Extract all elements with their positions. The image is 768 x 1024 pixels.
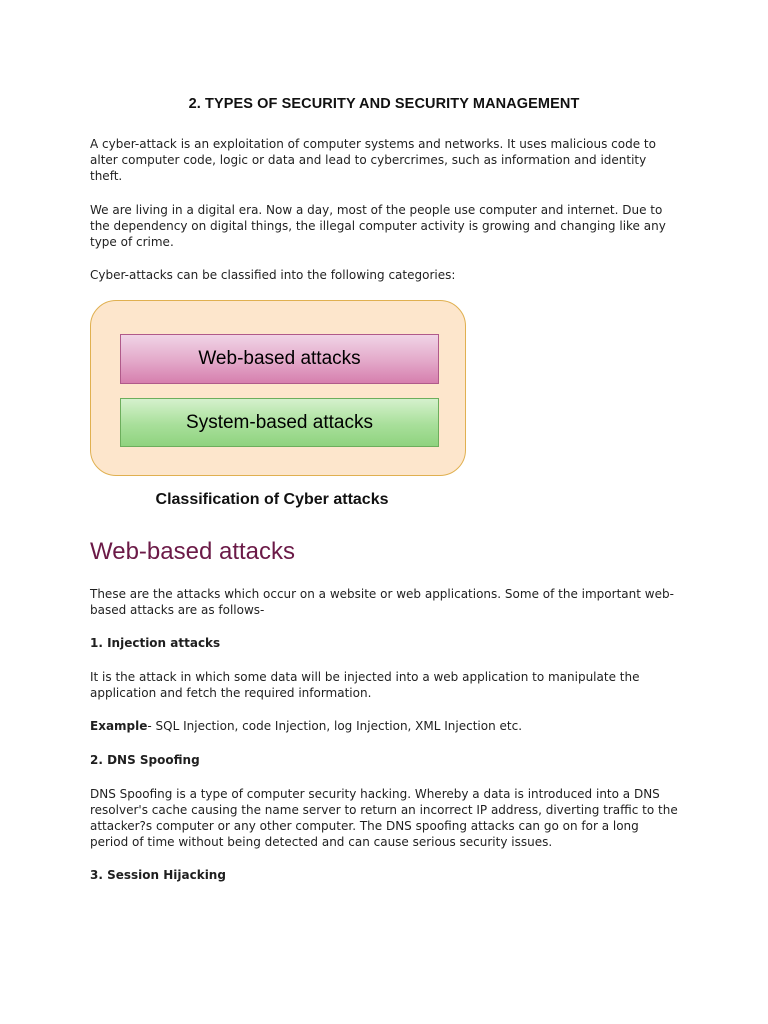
section-intro: These are the attacks which occur on a website or web applications. Some of the important web-based attacks are as follows- [90,587,674,617]
subsection-heading-injection-attacks: 1. Injection attacks [90,636,221,650]
example-line [90,718,680,734]
subsection-heading-session-hijacking: 3. Session Hijacking [90,868,226,882]
diagram-item-system-based-attacks: System-based attacks [120,398,439,447]
intro-paragraph-3: Cyber-attacks can be classified into the following categories: [90,268,456,282]
subsection-body-dns-spoofing: DNS Spoofing is a type of computer security hacking. Whereby a data is introduced into a DNS resolver's cache causing the name server to return an incorrect IP address, diverting traffic to the attacker?s computer or any other computer. The DNS spoofing attacks can go on for a long period of time without being detected and can cause serious security issues. [90,787,678,849]
diagram-caption: Classification of Cyber attacks [155,491,389,508]
document-title: 2. TYPES OF SECURITY AND SECURITY MANAGEMENT [188,96,580,112]
example-label: Example [90,719,148,733]
subsection-heading-dns-spoofing: 2. DNS Spoofing [90,753,200,767]
subsection-body-injection-attacks: It is the attack in which some data will be injected into a web application to manipulate the application and fetch the required information. [90,670,640,700]
intro-paragraph-2: We are living in a digital era. Now a day, most of the people use computer and internet. Due to the dependency on digital things, the illegal computer activity is growing and changing like any type of crime. [90,203,666,249]
example-text: - SQL Injection, code Injection, log Injection, XML Injection etc. [147,719,523,733]
intro-paragraph-1: A cyber-attack is an exploitation of computer systems and networks. It uses malicious code to alter computer code, logic or data and lead to cybercrimes, such as information and identity theft. [90,137,656,183]
classification-diagram [90,300,466,476]
section-heading-web-based-attacks: Web-based attacks [90,538,295,565]
diagram-item-web-based-attacks: Web-based attacks [120,334,439,384]
